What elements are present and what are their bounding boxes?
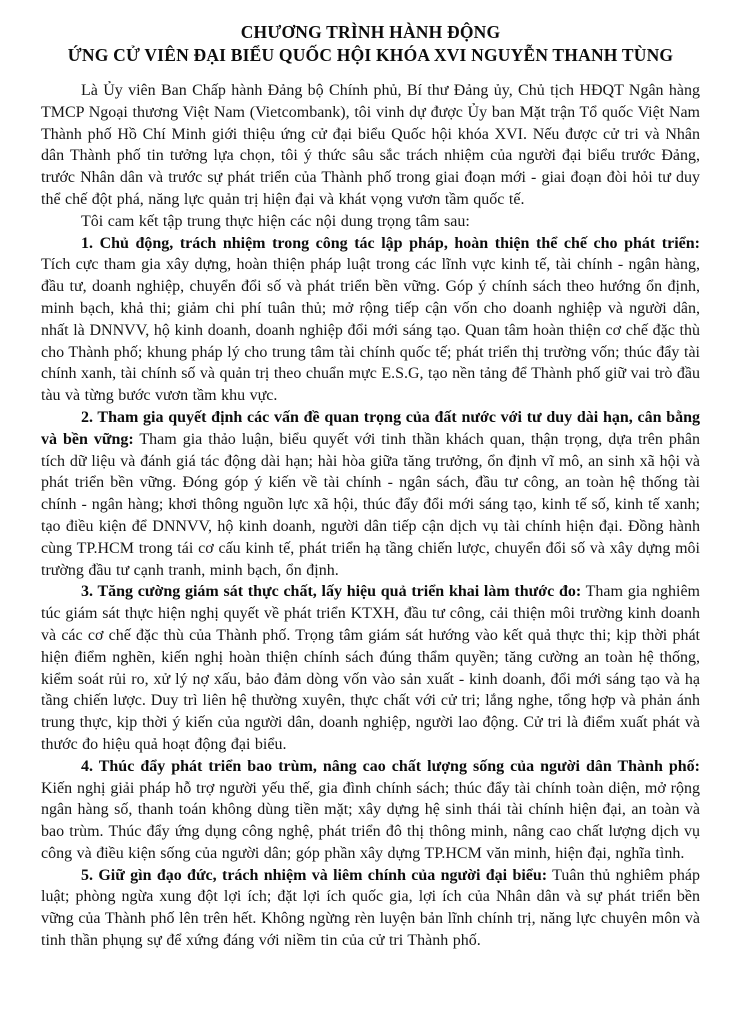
- section-3-heading: 3. Tăng cường giám sát thực chất, lấy hiệu quả triển khai làm thước đo:: [81, 583, 582, 601]
- section-1-text: Tích cực tham gia xây dựng, hoàn thiện pháp luật trong các lĩnh vực kinh tế, tài chính - ngân hàng, đầu tư, doanh nghiệp, chuyển đổi số và phát triển bền vững. Góp ý chính sách theo hướng ổn định, minh bạch, khả thi; giảm chi phí tuân thủ; mở rộng tiếp cận vốn cho doanh nghiệp và người dân, nhất là DNNVV, hộ kinh doanh, doanh nghiệp đổi mới sáng tạo. Quan tâm hoàn thiện cơ chế đặc thù cho Thành phố; khung pháp lý cho trung tâm tài chính quốc tế; phát triển thị trường vốn; thúc đẩy tài chính xanh, tài chính số và quản trị theo chuẩn mực E.S.G, tạo nền tảng để Thành phố giữ vai trò đầu tàu và từng bước vươn tầm khu vực.: [41, 256, 700, 405]
- section-3-text: Tham gia nghiêm túc giám sát thực hiện nghị quyết về phát triển KTXH, đầu tư công, cải thiện môi trường kinh doanh và các cơ chế đặc thù của Thành phố. Trọng tâm giám sát hướng vào kết quả thực thi; kịp thời phát hiện điểm nghẽn, kiến nghị hoàn thiện chính sách đúng thẩm quyền; tăng cường an toàn hệ thống, kiểm soát rủi ro, xử lý nợ xấu, bảo đảm dòng vốn vào sản xuất - kinh doanh, đổi mới sáng tạo và hạ tầng chiến lược. Duy trì liên hệ thường xuyên, thực chất với cử tri; lắng nghe, tổng hợp và phản ánh trung thực, kịp thời ý kiến của người dân, doanh nghiệp, người lao động. Cử tri là điểm xuất phát và thước đo hiệu quả hoạt động đại biểu.: [41, 583, 700, 753]
- section-paragraph-5: [41, 865, 700, 952]
- section-paragraph-4: [41, 756, 700, 865]
- section-paragraph-2: [41, 407, 700, 581]
- section-4-text: Kiến nghị giải pháp hỗ trợ người yếu thế, gia đình chính sách; thúc đẩy tài chính toàn diện, mở rộng ngân hàng số, thanh toán không dùng tiền mặt; xây dựng hệ sinh thái tài chính hiện đại, an toàn và bao trùm. Thúc đẩy ứng dụng công nghệ, phát triển đô thị thông minh, nâng cao chất lượng dịch vụ công và điều kiện sống của người dân; góp phần xây dựng TP.HCM văn minh, hiện đại, nghĩa tình.: [41, 779, 700, 862]
- section-2-heading: 2. Tham gia quyết định các vấn đề quan trọng của đất nước với tư duy dài hạn, cân bằng và bền vững:: [41, 408, 700, 448]
- section-paragraph-3: [41, 581, 700, 755]
- document-title: [41, 21, 700, 67]
- commitment-lead-paragraph: Tôi cam kết tập trung thực hiện các nội dung trọng tâm sau:: [81, 212, 470, 230]
- section-5-text: Tuân thủ nghiêm pháp luật; phòng ngừa xung đột lợi ích; đặt lợi ích quốc gia, lợi ích của Nhân dân và sự phát triển bền vững của Thành phố lên trên hết. Không ngừng rèn luyện bản lĩnh chính trị, năng lực chuyên môn và tinh thần phụng sự để xứng đáng với niềm tin của cử tri Thành phố.: [41, 866, 701, 950]
- title-line-1: CHƯƠNG TRÌNH HÀNH ĐỘNG: [240, 22, 501, 42]
- section-5-heading: 5. Giữ gìn đạo đức, trách nhiệm và liêm chính của người đại biểu:: [81, 866, 548, 884]
- title-line-2: ỨNG CỬ VIÊN ĐẠI BIỂU QUỐC HỘI KHÓA XVI NGUYỄN THANH TÙNG: [67, 45, 674, 65]
- section-1-heading: 1. Chủ động, trách nhiệm trong công tác lập pháp, hoàn thiện thể chế cho phát triển:: [81, 234, 700, 252]
- section-4-heading: 4. Thúc đẩy phát triển bao trùm, nâng cao chất lượng sống của người dân Thành phố:: [81, 757, 700, 775]
- intro-paragraph: Là Ủy viên Ban Chấp hành Đảng bộ Chính phủ, Bí thư Đảng ủy, Chủ tịch HĐQT Ngân hàng TMCP Ngoại thương Việt Nam (Vietcombank), tôi vinh dự được Ủy ban Mặt trận Tổ quốc Việt Nam Thành phố Hồ Chí Minh giới thiệu ứng cử đại biểu Quốc hội khóa XVI. Nếu được cử tri và Nhân dân Thành phố tin tưởng lựa chọn, tôi ý thức sâu sắc trách nhiệm của người đại biểu trước Đảng, trước Nhân dân và trước sự phát triển của Thành phố trong giai đoạn mới - giai đoạn đòi hỏi tư duy thể chế đột phá, năng lực quản trị hiện đại và khát vọng vươn tầm quốc tế.: [41, 82, 700, 208]
- section-paragraph-1: [41, 233, 700, 407]
- section-2-text: Tham gia thảo luận, biểu quyết với tinh thần khách quan, thận trọng, dựa trên phân tích dữ liệu và đánh giá tác động dài hạn; hài hòa giữa tăng trưởng, ổn định vĩ mô, an sinh xã hội và phát triển bền vững. Đóng góp ý kiến về tài chính - ngân sách, đầu tư công, an toàn hệ thống tài chính - ngân hàng; khơi thông nguồn lực xã hội, thúc đẩy đổi mới sáng tạo, kinh tế số, kinh tế xanh; tạo điều kiện để DNNVV, hộ kinh doanh, người dân tiếp cận dịch vụ tài chính hiện đại. Đồng hành cùng TP.HCM trong tái cơ cấu kinh tế, phát triển hạ tầng chiến lược, chuyển đổi số và xây dựng môi trường đầu tư cạnh tranh, minh bạch, ổn định.: [41, 430, 700, 579]
